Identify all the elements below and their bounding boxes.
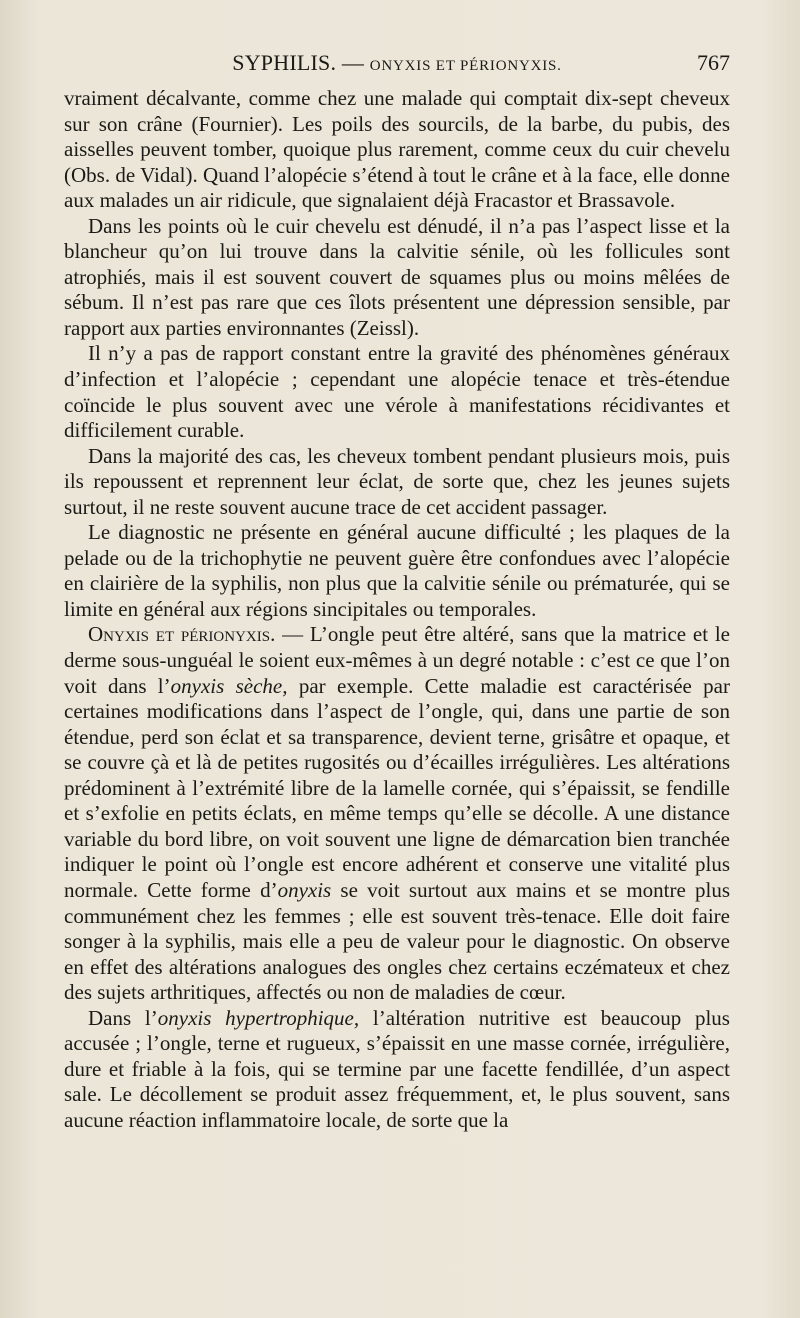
running-title-section: ONYXIS ET PÉRIONYXIS.	[369, 58, 562, 74]
onyxis-term: onyxis	[277, 877, 332, 902]
hypertrophic-text-a: Dans l’	[88, 1005, 158, 1030]
paragraph-diagnosis: Le diagnostic ne présente en général aucune difficulté ; les plaques de la pelade ou de la trichophytie ne peuvent guère être confondues avec l’alopécie en clairière de la syphilis, non plus que la calvitie sénile ou prématurée, qui se limite en général aux régions sincipitales ou temporales.	[64, 520, 730, 621]
paragraph-scalp-aspect: Dans les points où le cuir chevelu est dénudé, il n’a pas l’aspect lisse et la blancheur qu’on lui trouve dans la calvitie sénile, où les follicules sont atrophiés, mais il est souvent couvert de squames plus ou moins mêlées de sébum. Il n’est pas rare que ces îlots présentent une dépression sensible, par rapport aux parties environnantes (Zeissl).	[64, 213, 730, 340]
page-number: 767	[697, 50, 730, 75]
paragraph-evolution: Dans la majorité des cas, les cheveux tombent pendant plusieurs mois, puis ils repoussent et reprennent leur éclat, de sorte que, chez les jeunes sujets surtout, il ne reste souvent aucune trace de cet accident passager.	[64, 443, 730, 519]
paragraph-hypertrophic	[64, 1006, 730, 1134]
section-heading-onyxis: Onyxis et périonyxis.	[88, 622, 276, 647]
onyxis-term-seche: onyxis sèche,	[170, 673, 288, 698]
onyxis-text-b: par exemple. Cette maladie est caractérisée par certaines modifications dans l’aspect de l’ongle, qui, dans une partie de son étendue, perd son éclat et sa transparence, devient terne, grisâtre et opaque, et se couvre çà et là de petites rugosités ou d’écailles irrégulières. Les altérations prédominent à l’extrémité libre de la lamelle cornée, qui s’épaissit, se fendille et s’exfolie en petits éclats, en même temps qu’elle se décolle. A une distance variable du bord libre, on voit souvent une ligne de démarcation bien tranchée indiquer le point où l’ongle est encore adhérent et conserve une vitalité plus normale. Cette forme d’	[64, 673, 730, 902]
hypertrophic-term: onyxis hypertrophique,	[157, 1005, 360, 1030]
hypertrophic-text-b: l’altération nutritive est beaucoup plus accusée ; l’ongle, terne et rugueux, s’épaissit en une masse cornée, irrégulière, dure et friable à la fois, qui se termine par une facette fendillée, d’un aspect sale. Le décollement se produit assez fréquemment, et, le plus souvent, sans aucune réaction inflammatoire locale, de sorte que la	[64, 1005, 730, 1132]
onyxis-text-a: — L’ongle peut être altéré, sans que la matrice et le derme sous-unguéal le soient eux-mêmes à un degré notable : c’est ce que l’on voit dans l’	[64, 622, 731, 698]
running-title	[64, 50, 730, 76]
onyxis-text-c: se voit surtout aux mains et se montre plus communément chez les femmes ; elle est souvent très-tenace. Elle doit faire songer à la syphilis, mais elle a peu de valeur pour le diagnostic. On observe en effet des altérations analogues des ongles chez certains eczémateux et chez des sujets arthritiques, affectés ou non de maladies de cœur.	[64, 877, 730, 1005]
body-text	[64, 86, 730, 1133]
running-title-dash: —	[336, 50, 370, 75]
paragraph-gravity: Il n’y a pas de rapport constant entre la gravité des phénomènes généraux d’infection et l’alopécie ; cependant une alopécie tenace et très-étendue coïncide le plus souvent avec une vérole à manifestations récidivantes et difficilement curable.	[64, 341, 730, 443]
running-header	[64, 50, 730, 80]
paragraph-alopecia-continued: vraiment décalvante, comme chez une malade qui comptait dix-sept cheveux sur son crâne (Fournier). Les poils des sourcils, de la barbe, du pubis, des aisselles peuvent tomber, quoique plus rarement, comme ceux du cuir chevelu (Obs. de Vidal). Quand l’alopécie s’étend à tout le crâne et à la face, elle donne aux malades un air ridicule, que signalaient déjà Fracastor et Brassavole.	[64, 86, 730, 213]
paragraph-onyxis	[64, 622, 730, 1005]
running-title-main: SYPHILIS.	[232, 50, 337, 75]
